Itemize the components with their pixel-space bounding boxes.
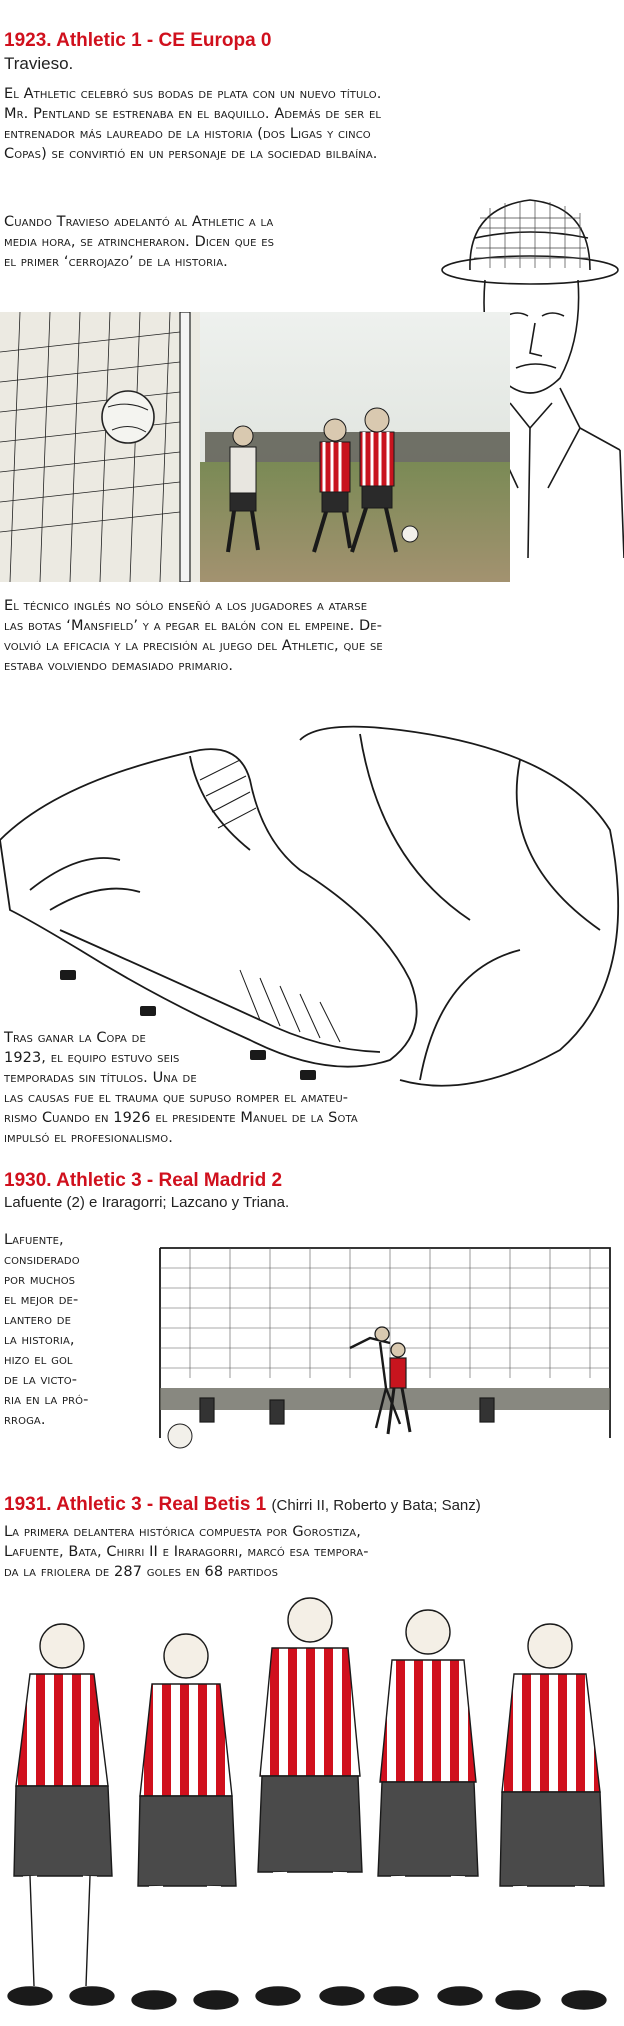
scorers-1923: Travieso. [4,54,74,73]
text-line: 1923, el equipo estuvo seis [4,1050,180,1066]
text-line: media hora, se atrincheraron. Dicen que es [4,234,275,250]
paragraph-delantera [4,1522,620,1582]
paragraph-cerrojazo [4,212,434,272]
heading-1931-score: 1931. Athletic 3 - Real Betis 1 [4,1494,267,1515]
text-line: lantero de [4,1312,71,1328]
text-line: entrenador más laureado de la historia (dos Ligas y cinco [4,126,371,142]
text-line: Lafuente, [4,1232,64,1248]
text-line: Lafuente, Bata, Chirri II e Iraragorri, marcó esa tempora- [4,1544,369,1560]
scorers-1930: Lafuente (2) e Iraragorri; Lazcano y Triana. [4,1194,290,1211]
text-line: rroga. [4,1412,46,1428]
text-line: las causas fue el trauma que supuso romper el amateu- [4,1090,349,1106]
text-line: rismo Cuando en 1926 el presidente Manuel de la Sota [4,1110,358,1126]
player-figure [256,1598,364,2005]
player-figure [496,1624,606,2009]
paragraph-pentland [4,84,620,164]
text-line: Mr. Pentland se estrenaba en el baquillo. Además de ser el [4,106,382,122]
text-line: ria en la pró- [4,1392,89,1408]
text-line: Cuando Travieso adelantó al Athletic a la [4,214,274,230]
text-line: Copas) se convirtió en un personaje de la sociedad bilbaína. [4,146,378,162]
text-line: da la friolera de 287 goles en 68 partidos [4,1564,279,1580]
goal-scene-illustration [150,1238,624,1458]
text-line: impulsó el profesionalismo. [4,1130,173,1146]
heading-1923: 1923. Athletic 1 - CE Europa 0 [4,30,272,51]
text-line: Tras ganar la Copa de [4,1030,146,1046]
text-line: estaba volviendo demasiado primario. [4,658,234,674]
text-line: la historia, [4,1332,75,1348]
text-line: el mejor de- [4,1292,79,1308]
text-line: El técnico inglés no sólo enseñó a los jugadores a atarse [4,598,368,614]
player-figure [132,1634,238,2009]
paragraph-profesionalismo [4,1028,620,1148]
player-figure [8,1624,114,2005]
text-line: las botas ‘Mansfield’ y a pegar el balón con el empeine. De- [4,618,383,634]
text-line: hizo el gol [4,1352,73,1368]
text-line: temporadas sin títulos. Una de [4,1070,197,1086]
player-figure [374,1610,482,2005]
paragraph-lafuente [4,1230,154,1430]
text-line: La primera delantera histórica compuesta por Gorostiza, [4,1524,361,1540]
text-line: considerado [4,1252,80,1268]
text-line: volvió la eficacia y la precisión al juego del Athletic, que se [4,638,383,654]
heading-1930: 1930. Athletic 3 - Real Madrid 2 [4,1170,283,1191]
heading-1931 [4,1494,481,1517]
five-forwards-illustration [0,1586,624,2026]
text-line: El Athletic celebró sus bodas de plata con un nuevo título. [4,86,382,102]
text-line: el primer ‘cerrojazo’ de la historia. [4,254,228,270]
paragraph-mansfield [4,596,620,676]
text-line: de la victo- [4,1372,78,1388]
match-action-illustration [0,312,510,582]
text-line: por muchos [4,1272,76,1288]
scorers-1931: (Chirri II, Roberto y Bata; Sanz) [271,1497,481,1514]
